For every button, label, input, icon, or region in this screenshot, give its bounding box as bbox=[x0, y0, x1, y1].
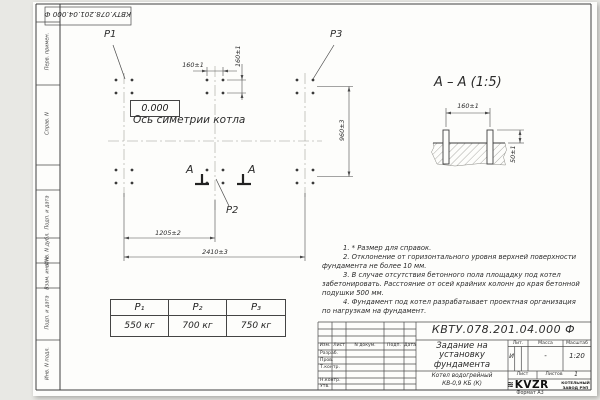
col-header-podp: Подп. bbox=[387, 343, 401, 349]
sheets-label: Листов bbox=[545, 371, 563, 377]
col-header-data: Дата bbox=[404, 343, 416, 349]
axis-of-symmetry-label: Ось симетрии котла bbox=[133, 114, 246, 126]
section-dim-50: 50±1 bbox=[508, 145, 517, 163]
scale-header: Масштаб bbox=[566, 340, 588, 346]
dim-1205: 1205±2 bbox=[155, 229, 181, 237]
lit-header: Лит. bbox=[512, 340, 524, 346]
product-name-line2: КВ-0,9 КБ (К) bbox=[442, 380, 482, 387]
note-line: 4. Фундамент под котел разрабатывает проектная организация bbox=[343, 298, 576, 306]
row-label-prov: Пров. bbox=[320, 357, 334, 363]
strip-label-sprav-n: Справ. N bbox=[44, 112, 51, 135]
mass-value: - bbox=[544, 351, 547, 360]
product-name-line1: Котел водогрейный bbox=[431, 373, 493, 379]
section-view-title: А – А (1:5) bbox=[434, 75, 502, 90]
company-name-line2: ЗАВОД РЭП bbox=[562, 384, 589, 390]
elevation-value: 0.000 bbox=[141, 103, 169, 114]
sheets-value: 1 bbox=[574, 371, 578, 378]
section-dim-160: 160±1 bbox=[457, 102, 479, 110]
note-line: фундамента не более 10 мм. bbox=[322, 262, 427, 270]
mass-header: Масса bbox=[538, 340, 553, 346]
load-table-header-p3: P₃ bbox=[227, 300, 285, 316]
doc-title-line1: Задание на bbox=[436, 340, 488, 351]
strip-label-perv-primen: Перв. примен. bbox=[44, 32, 51, 71]
strip-label-podp-data-1: Подп. и дата bbox=[44, 195, 51, 230]
col-header-list: Лист bbox=[333, 343, 345, 349]
doc-title-line2: установку bbox=[439, 350, 485, 360]
col-header-ndoc: N докум. bbox=[354, 343, 376, 349]
format-label: Формат А3 bbox=[516, 390, 544, 396]
note-line: подушки 500 мм. bbox=[322, 289, 384, 297]
load-table-value-p2: 700 кг bbox=[169, 316, 227, 336]
section-letter-left: А bbox=[186, 163, 194, 176]
notes-block bbox=[322, 244, 580, 316]
sheet-label: Лист bbox=[516, 371, 529, 377]
plan-point-p2: P2 bbox=[226, 205, 239, 216]
strip-label-podp-data-2: Подп. и дата bbox=[44, 295, 51, 330]
note-line: забетонировать. Расстояние от осей крайних колонн до края бетонной bbox=[322, 280, 580, 288]
note-line: 1. * Размер для справок. bbox=[343, 244, 432, 252]
load-table-header-p1: P₁ bbox=[111, 300, 169, 316]
strip-label-inv-dubl: Инв. N дубл. bbox=[44, 232, 51, 265]
note-line: по нагрузкам на фундамент. bbox=[322, 307, 427, 315]
top-designation: КВТУ.078.201.04.000 Ф bbox=[44, 10, 131, 20]
note-line: 3. В случае отсутствия бетонного пола площадку под котел bbox=[343, 271, 561, 279]
kvzr-logo bbox=[507, 379, 549, 391]
load-table-value-p3: 750 кг bbox=[240, 321, 272, 331]
dim-160-horizontal: 160±1 bbox=[182, 61, 204, 69]
row-label-razrab: Разраб. bbox=[320, 350, 339, 356]
load-table bbox=[110, 299, 286, 337]
row-label-utv: Утв. bbox=[320, 384, 330, 389]
section-letter-right: А bbox=[248, 163, 256, 176]
company-name-line1: КОТЕЛЬНЫЙ bbox=[561, 379, 590, 385]
plan-point-p3: P3 bbox=[330, 29, 343, 40]
plan-point-p1: P1 bbox=[104, 29, 117, 40]
strip-label-inv-podl: Инв. N подл. bbox=[44, 346, 51, 381]
title-block-designation: КВТУ.078.201.04.000 Ф bbox=[431, 322, 576, 336]
dim-160-vertical: 160±1 bbox=[233, 45, 242, 68]
note-line: 2. Отклонение от горизонтального уровня верхней поверхности bbox=[343, 253, 577, 261]
kvzr-logo-text: KVZR bbox=[514, 378, 549, 391]
doc-title-line3: фундамента bbox=[433, 359, 491, 370]
load-table-value-p1: 550 кг bbox=[111, 316, 169, 336]
dim-960: 960±3 bbox=[337, 119, 346, 142]
scale-value: 1:20 bbox=[569, 351, 585, 360]
lit-value: И bbox=[509, 351, 514, 360]
load-table-header-p2: P₂ bbox=[169, 300, 227, 316]
row-label-tkontr: Т.контр. bbox=[320, 364, 340, 370]
dim-2410: 2410±3 bbox=[202, 248, 228, 256]
strip-label-vzam-inv: Взам. инв. N bbox=[44, 257, 51, 290]
row-label-nkontr: Н.контр. bbox=[320, 378, 341, 383]
kvzr-logo-icon: ≋ bbox=[507, 380, 514, 389]
col-header-izm: Изм. bbox=[319, 343, 331, 349]
